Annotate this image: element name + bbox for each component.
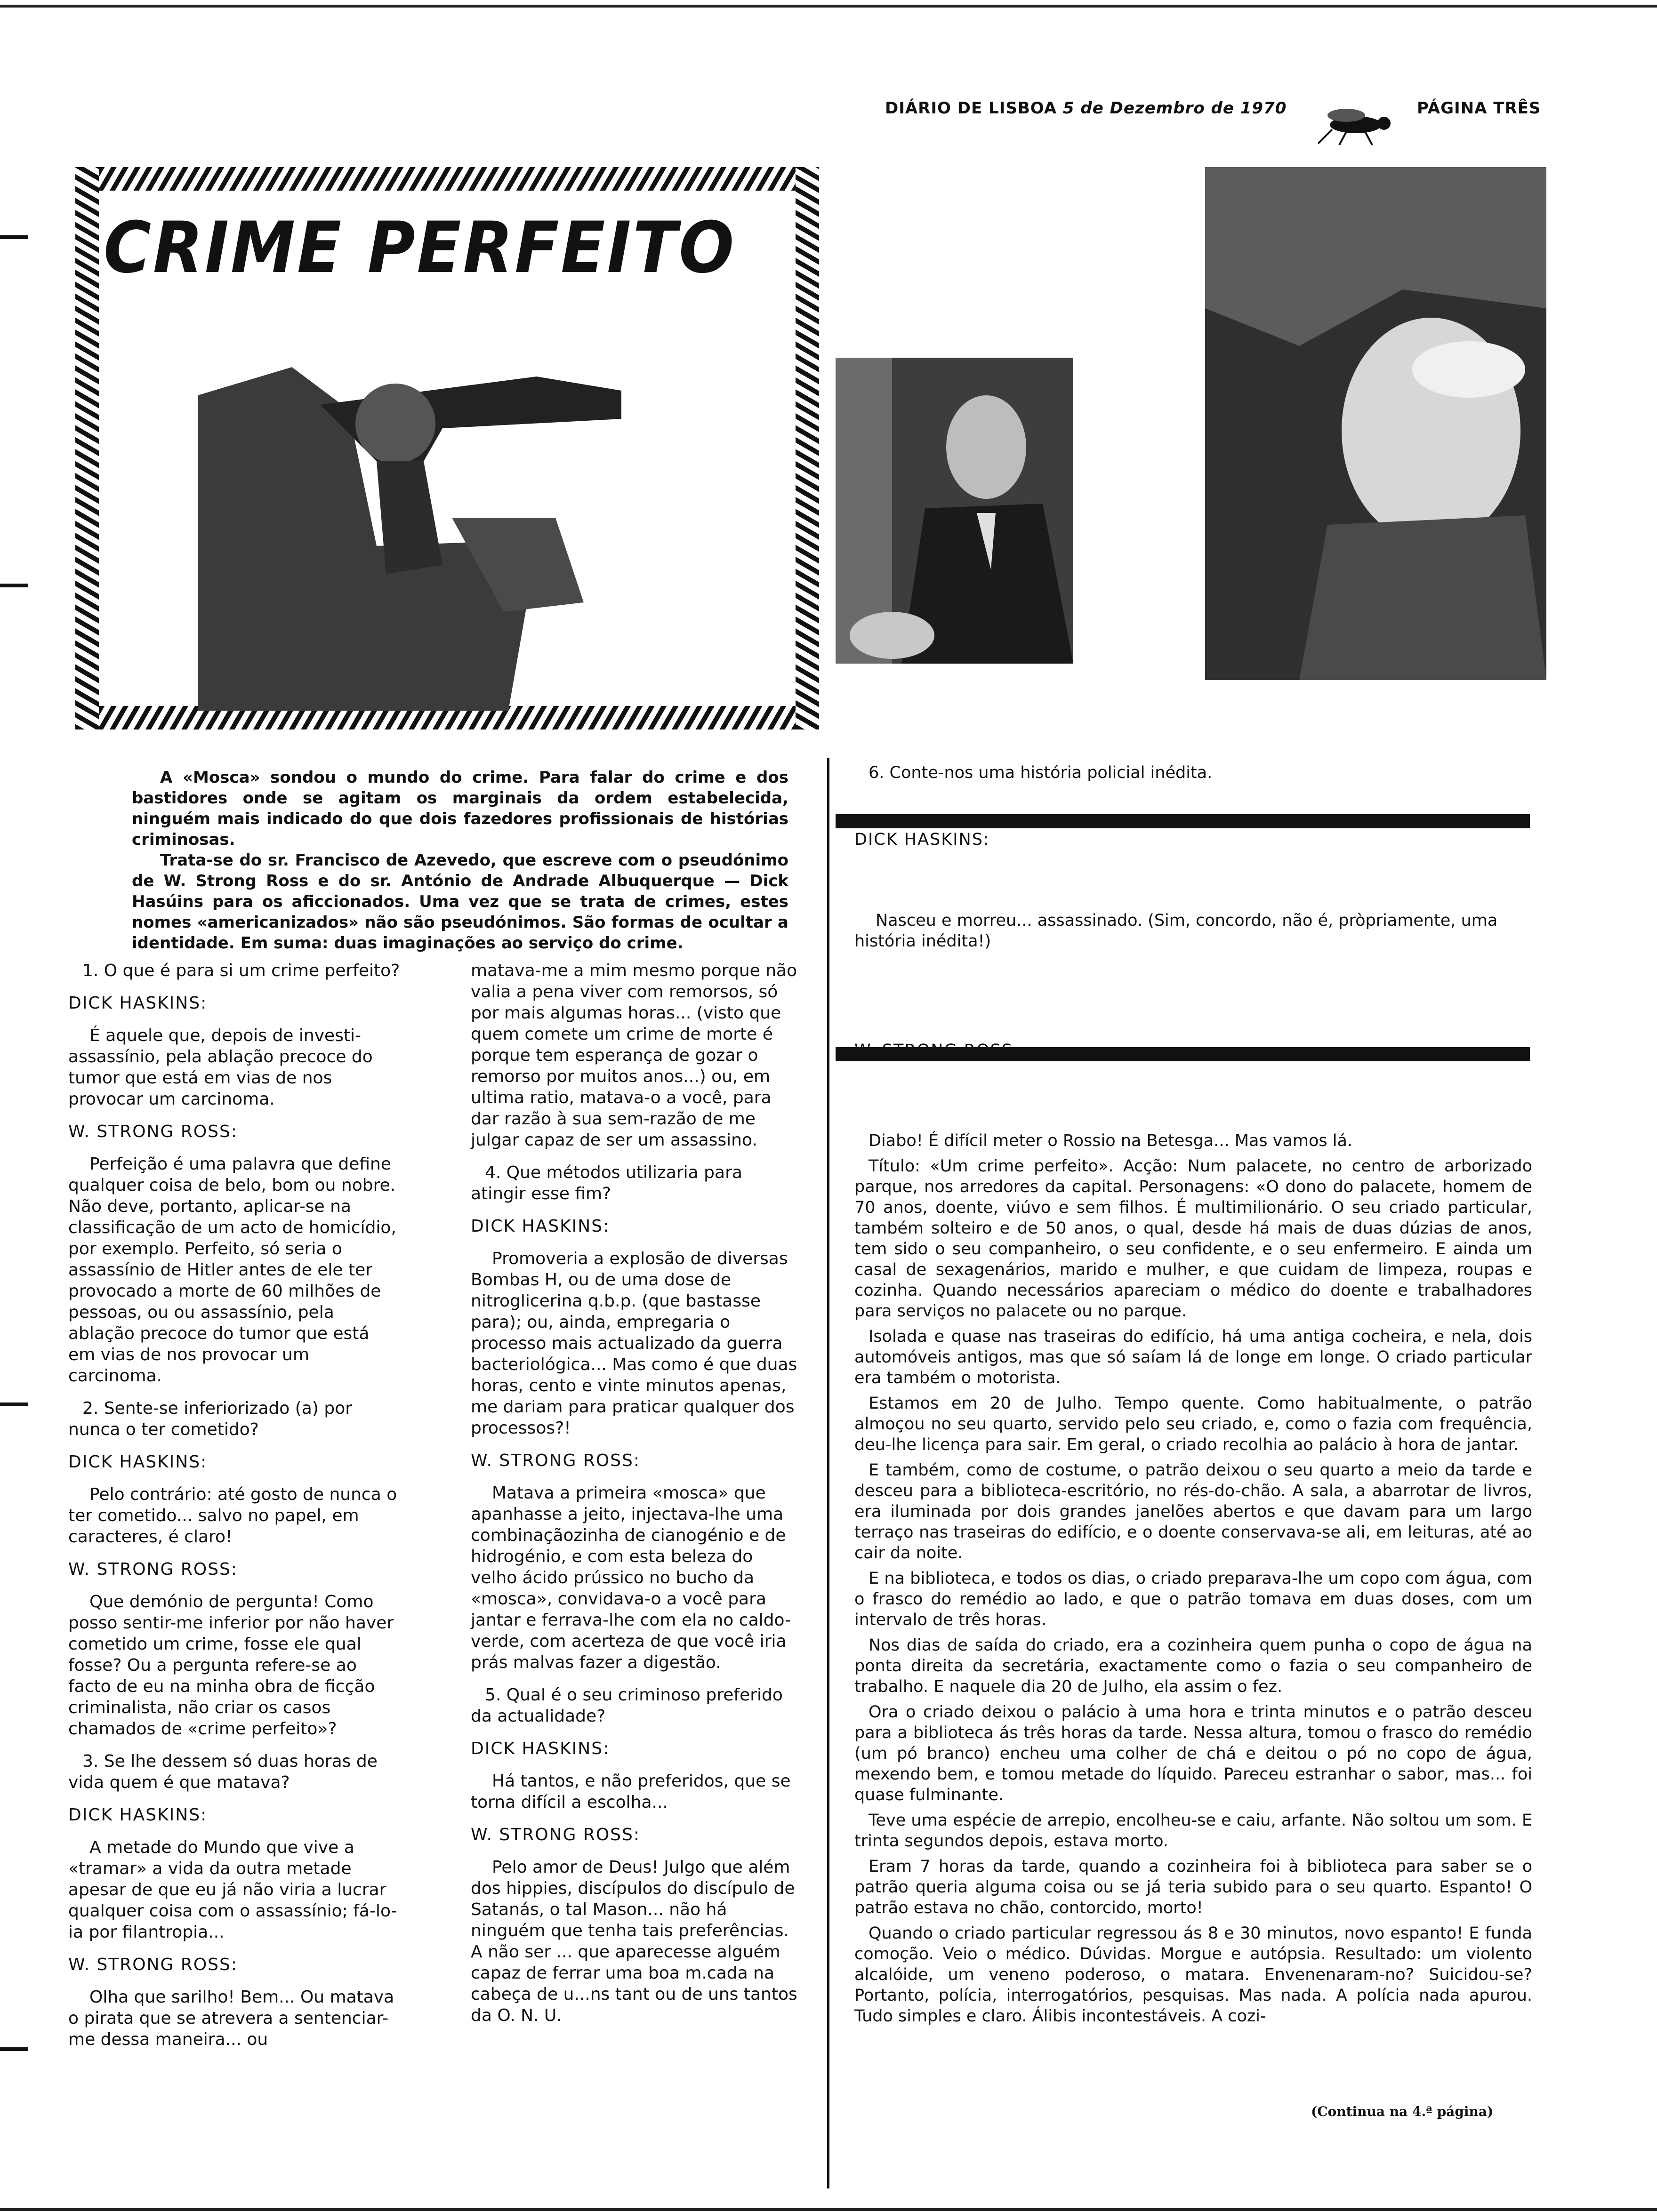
story-paragraph: Nos dias de saída do criado, era a cozinheira quem punha o copo de água na ponta direita da secretária, exactamente como o fazia o seu companheiro de trabalho. E naquele dia 20 de Julho, ela assim o fez.	[854, 1636, 1532, 1696]
article-title: CRIME PERFEITO	[104, 207, 736, 289]
question-6: 6. Conte-nos uma história policial inédita.	[869, 763, 1213, 782]
story-paragraph: Eram 7 horas da tarde, quando a cozinheira foi à biblioteca para saber se o patrão queria alguma coisa ou se já teria subido para o seu quarto. Espanto! O patrão estava no chão, contorcido, morto!	[854, 1857, 1532, 1917]
speaker-label: DICK HASKINS:	[471, 1217, 610, 1236]
answer-text: Nasceu e morreu... assassinado. (Sim, concordo, não é, pròpriamente, uma história inédita!)	[854, 911, 1498, 951]
top-border-line	[0, 5, 1657, 8]
question-1: 1. O que é para si um crime perfeito?	[82, 961, 400, 980]
story-paragraph: Diabo! É difícil meter o Rossio na Betesga... Mas vamos lá.	[869, 1131, 1353, 1150]
margin-mark	[0, 2047, 28, 2051]
answer-text: Pelo amor de Deus! Julgo que além dos hippies, discípulos do discípulo de Satanás, o tal Mason... não há ninguém que tenha tais preferências. A não ser ... que aparecesse alguém capaz de ferrar uma boa m.cada na cabeça de u...ns tant ou de uns tantos da O. N. U.	[471, 1858, 797, 2025]
margin-mark	[0, 1403, 28, 1406]
story-paragraph: Teve uma espécie de arrepio, encolheu-se e caiu, arfante. Não soltou um som. E trinta segundos depois, estava morto.	[854, 1811, 1532, 1851]
margin-mark	[0, 235, 28, 239]
article-intro	[132, 767, 788, 954]
speaker-label: DICK HASKINS:	[854, 830, 990, 849]
speaker-label: DICK HASKINS:	[471, 1739, 610, 1758]
revolver-hand-image	[198, 339, 668, 711]
question-4: 4. Que métodos utilizaria para atingir esse fim?	[471, 1163, 742, 1203]
answer-text: matava-me a mim mesmo porque não valia a pena viver com remorsos, só por mais algumas horas... (visto que quem comete um crime de morte é porque tem esperança de gozar o remorso por muitos anos...) ou, em ultima ratio, matava-o a você, para dar razão à sua sem-razão de me julgar capaz de ser um assassino.	[471, 961, 797, 1150]
answer-text: Pelo contrário: até gosto de nunca o ter cometido... salvo no papel, em caracteres, é claro!	[68, 1485, 397, 1547]
page-number: PÁGINA TRÊS	[1417, 99, 1541, 118]
interview-column-1	[68, 960, 400, 2061]
answer-text: Perfeição é uma palavra que define qualquer coisa de belo, bom ou nobre. Não deve, portanto, aplicar-se na classificação de um acto de homicídio, por exemplo. Perfeito, só seria o assassínio de Hitler antes de ele ter provocado a morte de 60 milhões de pessoas, ou ou assassínio, pela ablação precoce do tumor que está em vias de nos provocar um carcinoma.	[68, 1154, 396, 1386]
page-header	[885, 99, 1544, 118]
section-divider-bar	[836, 814, 1530, 828]
answer-text: É aquele que, depois de investi-assassínio, pela ablação precoce do tumor que está em vias de nos provocar um carcinoma.	[68, 1026, 373, 1109]
column-divider	[827, 758, 829, 2188]
portrait-photo-elderly-man	[1205, 167, 1546, 680]
answer-text: Que demónio de pergunta! Como posso sentir-me inferior por não haver cometido um crime, fosse ele qual fosse? Ou a pergunta refere-se ao facto de eu na minha obra de ficção criminalista, não criar os casos chamados de «crime perfeito»?	[68, 1592, 394, 1739]
speaker-label: DICK HASKINS:	[68, 1452, 208, 1472]
answer-text: A metade do Mundo que vive a «tramar» a vida da outra metade apesar de que eu já não viria a lucrar qualquer coisa com o assassínio; fá-lo-ia por filantropia...	[68, 1838, 397, 1942]
margin-mark	[0, 584, 28, 587]
story-paragraph: E na biblioteca, e todos os dias, o criado preparava-lhe um copo com água, com o frasco do remédio ao lado, e que o patrão tomava em duas doses, com um intervalo de três horas.	[854, 1569, 1532, 1629]
question-3: 3. Se lhe dessem só duas horas de vida quem é que matava?	[68, 1752, 378, 1792]
portrait-photo-man	[836, 358, 1073, 664]
answer-text: Promoveria a explosão de diversas Bombas H, ou de uma dose de nitroglicerina q.b.p. (que bastasse para); ou, ainda, empregaria o processo mais actualizado da guerra bacteriológica... Mas como é que duas horas, cento e vinte minutos apenas, me dariam para praticar qualquer dos processos?!	[471, 1249, 797, 1438]
speaker-label: W. STRONG ROSS:	[68, 1122, 238, 1141]
answer-text: Há tantos, e não preferidos, que se torna difícil a escolha...	[471, 1771, 791, 1812]
issue-date: 5 de Dezembro de 1970	[1062, 99, 1287, 118]
story-paragraph: Título: «Um crime perfeito». Acção: Num palacete, no centro de arborizado parque, nos arredores da capital. Personagens: «O dono do palacete, homem de 70 anos, doente, viúvo e sem filhos. É multimilionário. O seu criado particular, também solteiro e de 50 anos, o qual, desde há mais de duas dúzias de anos, tem sido o seu companheiro, o seu confidente, e o seu enfermeiro. E ainda um casal de sexagenários, marido e mulher, e que cuidam de limpeza, roupas e cozinha. Quando necessários apareciam o médico do doente e trabalhadores para serviços no palacete ou no parque.	[854, 1157, 1532, 1321]
section-divider-bar	[836, 1047, 1530, 1061]
story-paragraph: E também, como de costume, o patrão deixou o seu quarto a meio da tarde e desceu para a biblioteca-escritório, no rés-do-chão. A sala, a abarrotar de livros, era iluminada por dois grandes janelões abertos e que davam para um largo terraço nas traseiras do edifício, e o doente conservava-se ali, em leituras, até ao cair da noite.	[854, 1461, 1532, 1563]
intro-paragraph: A «Mosca» sondou o mundo do crime. Para falar do crime e dos bastidores onde se agitam os marginais da ordem estabelecida, ninguém mais indicado do que dois fazedores profissionais de histórias criminosas.	[132, 768, 788, 849]
continuation-note: (Continua na 4.ª página)	[1311, 2104, 1494, 2119]
speaker-label: DICK HASKINS:	[68, 994, 208, 1013]
answer-text: Olha que sarilho! Bem... Ou matava o pirata que se atrevera a sentenciar-me dessa maneira... ou	[68, 1988, 394, 2049]
fly-icon	[1313, 104, 1398, 146]
speaker-label: W. STRONG ROSS:	[471, 1451, 640, 1470]
story-paragraph: Ora o criado deixou o palácio à uma hora e trinta minutos e o patrão desceu para a biblioteca ás três horas da tarde. Nessa altura, tomou o frasco do remédio (um pó branco) encheu uma colher de chá e deitou o pó no copo de água, mexendo bem, e tomou metade do líquido. Pareceu estranhar o sabor, mas... foi quase fulminante.	[854, 1703, 1532, 1804]
answer-text: Matava a primeira «mosca» que apanhasse a jeito, injectava-lhe uma combinaçãozinha de cianogénio e de hidrogénio, e com esta beleza do velho ácido prússico no bucho da «mosca», convidava-o a você para jantar e ferrava-lhe com ela no caldo-verde, com acerteza de que você iria prás malvas fazer a digestão.	[471, 1483, 791, 1672]
question-2: 2. Sente-se inferiorizado (a) por nunca o ter cometido?	[68, 1399, 353, 1439]
story-paragraph: Quando o criado particular regressou ás 8 e 30 minutos, novo espanto! E funda comoção. Veio o médico. Dúvidas. Morgue e autópsia. Resultado: um violento alcalóide, um veneno poderoso, o matara. Envenenaram-no? Suicidou-se? Portanto, polícia, interrogatórios, pesquisas. Mas nada. A polícia nada apurou. Tudo simples e claro. Álibis incontestáveis. A cozi-	[854, 1924, 1532, 2026]
speaker-label: W. STRONG ROSS:	[68, 1955, 238, 1974]
newspaper-name: DIÁRIO DE LISBOA	[885, 99, 1057, 118]
bottom-border-line	[0, 2208, 1657, 2211]
speaker-label: DICK HASKINS:	[68, 1805, 208, 1825]
speaker-label: W. STRONG ROSS:	[471, 1825, 640, 1844]
story-paragraph: Estamos em 20 de Julho. Tempo quente. Como habitualmente, o patrão almoçou no seu quarto, servido pelo seu criado, e, como o fazia com frequência, deu-lhe licença para sair. Em geral, o criado recolhia ao palácio à hora de jantar.	[854, 1394, 1532, 1454]
speaker-label: W. STRONG ROSS:	[68, 1560, 238, 1579]
interview-column-3	[854, 762, 1532, 2031]
intro-paragraph: Trata-se do sr. Francisco de Azevedo, que escreve com o pseudónimo de W. Strong Ross e do sr. António de Andrade Albuquerque — Dick Hasúins para os aficcionados. Uma vez que se trata de crimes, estes nomes «americanizados» não são pseudónimos. São formas de ocultar a identidade. Em suma: duas imaginações ao serviço do crime.	[132, 851, 788, 953]
interview-column-2	[471, 960, 800, 2037]
story-paragraph: Isolada e quase nas traseiras do edifício, há uma antiga cocheira, e nela, dois automóveis antigos, mas que só saíam lá de longe em longe. O criado particular era também o motorista.	[854, 1327, 1532, 1387]
question-5: 5. Qual é o seu criminoso preferido da actualidade?	[471, 1685, 783, 1726]
